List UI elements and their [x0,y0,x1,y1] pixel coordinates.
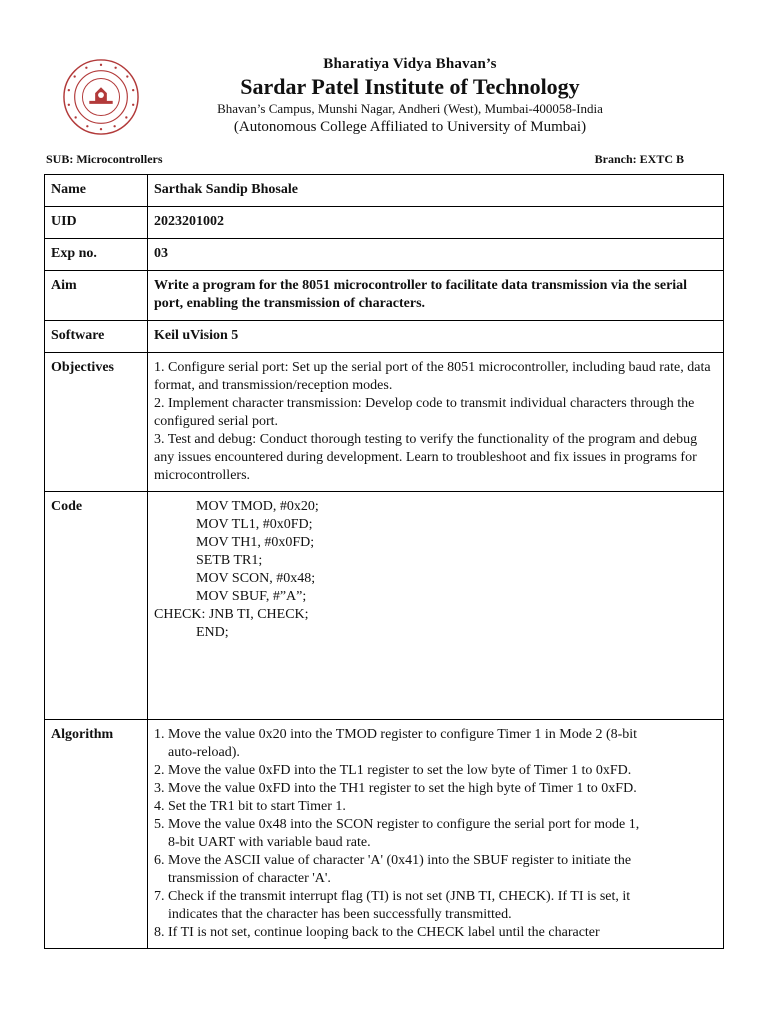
name-value: Sarthak Sandip Bhosale [148,175,724,207]
algorithm-label: Algorithm [45,720,148,949]
institute-logo [62,58,140,136]
code-line: MOV TH1, #0x0FD; [154,535,315,550]
code-line: MOV SBUF, #”A”; [154,589,307,604]
table-row-aim [45,271,724,321]
objective-item: 1. Configure serial port: Set up the serial port of the 8051 microcontroller, including baud rate, data format, and transmission/reception modes. [154,360,711,393]
code-line: MOV TMOD, #0x20; [154,499,319,514]
table-row-code [45,492,724,720]
uid-value: 2023201002 [148,207,724,239]
algorithm-step: 7. Check if the transmit interrupt flag (TI) is not set (JNB TI, CHECK). If TI is set, it indicates that the character has been successfully transmitted. [154,889,631,922]
subject-branch-line [46,152,684,167]
experiment-table [44,174,724,949]
objectives-label: Objectives [45,353,148,492]
table-row-objectives [45,353,724,492]
algorithm-step: 6. Move the ASCII value of character 'A' (0x41) into the SBUF register to initiate the transmission of character 'A'. [154,853,632,886]
name-label: Name [45,175,148,207]
subject-label: SUB: Microcontrollers [46,152,163,166]
table-row-uid [45,207,724,239]
document-header [0,48,768,148]
affiliation: (Autonomous College Affiliated to University of Mumbai) [233,119,587,135]
objective-item: 2. Implement character transmission: Develop code to transmit individual characters through the configured serial port. [154,396,695,429]
table-row-software [45,321,724,353]
algorithm-value [148,720,724,949]
aim-value: Write a program for the 8051 microcontroller to facilitate data transmission via the serial port, enabling the transmission of characters. [148,271,724,321]
algorithm-step: 2. Move the value 0xFD into the TL1 register to set the low byte of Timer 1 to 0xFD. [154,763,632,778]
trust-name: Bharatiya Vidya Bhavan’s [323,56,497,72]
code-line: CHECK: JNB TI, CHECK; [154,607,309,622]
uid-label: UID [45,207,148,239]
institute-name: Sardar Patel Institute of Technology [240,74,580,99]
aim-label: Aim [45,271,148,321]
code-line: END; [154,625,229,640]
exp-label: Exp no. [45,239,148,271]
code-label: Code [45,492,148,720]
table-row-algorithm [45,720,724,949]
code-line: MOV SCON, #0x48; [154,571,316,586]
algorithm-step: 5. Move the value 0x48 into the SCON register to configure the serial port for mode 1, 8-bit UART with variable baud rate. [154,817,640,850]
objective-item: 3. Test and debug: Conduct thorough testing to verify the functionality of the program and debug any issues encountered during development. Learn to troubleshoot and fix issues in programs for microcontrollers. [154,432,698,483]
code-line: MOV TL1, #0x0FD; [154,517,313,532]
institute-address: Bhavan’s Campus, Munshi Nagar, Andheri (West), Mumbai-400058-India [217,101,603,116]
code-value [148,492,724,720]
algorithm-step: 8. If TI is not set, continue looping back to the CHECK label until the character [154,925,600,940]
branch-label: Branch: EXTC B [594,152,684,166]
table-row-name [45,175,724,207]
objectives-value [148,353,724,492]
algorithm-step: 4. Set the TR1 bit to start Timer 1. [154,799,346,814]
table-row-exp [45,239,724,271]
software-label: Software [45,321,148,353]
software-value: Keil uVision 5 [148,321,724,353]
code-line: SETB TR1; [154,553,263,568]
algorithm-step: 3. Move the value 0xFD into the TH1 register to set the high byte of Timer 1 to 0xFD. [154,781,637,796]
exp-value: 03 [148,239,724,271]
algorithm-step: 1. Move the value 0x20 into the TMOD register to configure Timer 1 in Mode 2 (8-bit auto-reload). [154,727,638,760]
